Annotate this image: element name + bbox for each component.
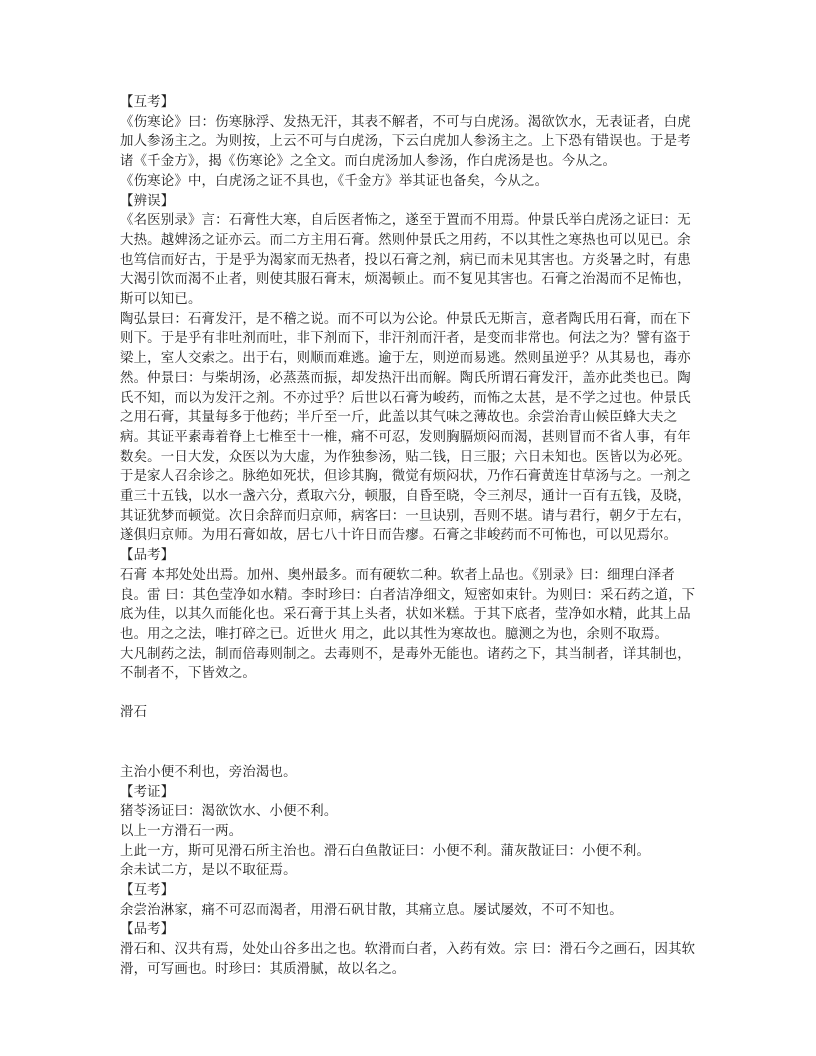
section-title: 滑石 [120, 705, 148, 721]
spacer [120, 723, 700, 763]
paragraph: 上此一方，斯可见滑石所主治也。滑石白鱼散证曰：小便不利。蒲灰散证曰：小便不利。 [120, 843, 651, 859]
heading-quality-study: 【品考】 [120, 548, 175, 564]
spacer [120, 684, 700, 703]
paragraph: 大凡制药之法，制而倍毒则制之。去毒则不，是毒外无能也。诸药之下，其当制者，详其制也，不制者不，下皆效之。 [120, 646, 691, 682]
paragraph: 石膏 本邦处处出焉。加州、奥州最多。而有硬软二种。软者上品也。《别录》曰：细理白泽者良。雷 曰：其色莹净如水精。李时珍曰：白者洁净细文，短密如束针。为则曰：采石药之道，下底为佳，以其久而能化也。采石膏于其上头者，状如米糕。于其下底者，莹净如水精，此其上品也。用之之法，唯打碎之已。近世火 用之，此以其性为寒故也。臆测之为也，余则不取焉。 [120, 567, 696, 642]
heading-evidence: 【考证】 [120, 784, 175, 800]
heading-mutual-study: 【互考】 [120, 883, 175, 899]
paragraph: 余尝治淋家，痛不可忍而渴者，用滑石矾甘散，其痛立息。屡试屡效，不可不知也。 [120, 902, 623, 918]
paragraph: 主治小便不利也，旁治渴也。 [120, 764, 297, 780]
heading-mutual-study: 【互考】 [120, 95, 175, 110]
heading-error-analysis: 【辨误】 [120, 193, 175, 209]
paragraph: 余未试二方，是以不取征焉。 [120, 863, 297, 879]
paragraph: 《伤寒论》中，白虎汤之证不具也，《千金方》举其证也备矣，今从之。 [120, 173, 549, 189]
paragraph: 《名医别录》言：石膏性大寒，自后医者怖之，遂至于置而不用焉。仲景氏举白虎汤之证曰：无大热。越婢汤之证亦云。而二方主用石膏。然则仲景氏之用药，不以其性之寒热也可以见已。余也笃信而好古，于是乎为渴家而无热者，投以石膏之剂，病已而未见其害也。方炎暑之时，有患大渴引饮而渴不止者，则使其服石膏末，烦渴顿止。而不复见其害也。石膏之治渴而不足怖也，斯可以知已。 [120, 213, 691, 308]
paragraph: 猪苓汤证曰：渴欲饮水、小便不利。 [120, 804, 338, 820]
paragraph: 陶弘景曰：石膏发汗，是不稽之说。而不可以为公论。仲景氏无斯言，意者陶氏用石膏，而在下则下。于是乎有非吐剂而吐，非下剂而下，非汗剂而汗者，是变而非常也。何法之为？譬有盗于梁上，室人交索之。出于右，则顺而难逃。逾于左，则逆而易逃。然则虽逆乎？从其易也，毒亦然。仲景曰：与柴胡汤，必蒸蒸而振，却发热汗出而解。陶氏所谓石膏发汗，盖亦此类也已。陶氏不知，而以为发汗之剂。不亦过乎？后世以石膏为峻药，而怖之太甚，是不学之过也。仲景氏之用石膏，其量每多于他药；半斤至一斤，此盖以其气味之薄故也。余尝治青山候臣蜂大夫之病。其证平素毒着脊上七椎至十一椎，痛不可忍，发则胸膈烦闷而渴，甚则冒而不省人事，有年数矣。一日大发，众医以为大虚，为作独参汤，贴二钱，日三服；六日未知也。医皆以为必死。于是家人召余诊之。脉绝如死状，但诊其胸，微觉有烦闷状，乃作石膏黄连甘草汤与之。一剂之重三十五钱，以水一盏六分，煮取六分，顿服，自昏至晓，令三剂尽，通计一百有五钱，及晓，其证犹梦而顿觉。次日余辞而归京师，病客曰：一旦诀别，吾则不堪。请与君行，朝夕于左右，遂俱归京师。为用石膏如故，居七八十许日而告瘳。石膏之非峻药而不可怖也，可以见焉尔。 [120, 311, 691, 544]
paragraph: 滑石和、汉共有焉，处处山谷多出之也。软滑而白者，入药有效。宗 曰：滑石今之画石，因其软滑，可写画也。时珍曰：其质滑腻，故以名之。 [120, 942, 696, 977]
paragraph: 以上一方滑石一两。 [120, 823, 243, 839]
document-body [120, 93, 700, 980]
heading-quality-study: 【品考】 [120, 922, 175, 938]
paragraph: 《伤寒论》曰：伤寒脉浮、发热无汗，其表不解者，不可与白虎汤。渴欲饮水，无表证者，白虎加人参汤主之。为则按，上云不可与白虎汤，下云白虎加人参汤主之。上下恐有错误也。于是考诸《千金方》，揭《伤寒论》之全文。而白虎汤加人参汤，作白虎汤是也。今从之。 [120, 114, 691, 170]
